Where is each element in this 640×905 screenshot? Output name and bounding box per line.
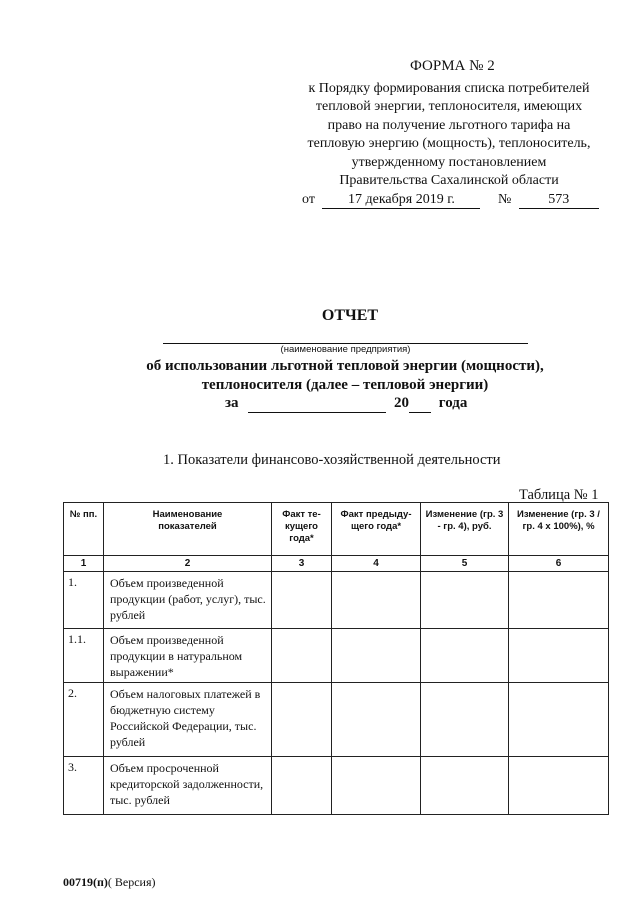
table-row	[64, 629, 609, 683]
value-cell[interactable]	[332, 572, 421, 629]
period-year-prefix: 20	[394, 395, 410, 411]
form-title: ФОРМА № 2	[410, 58, 495, 74]
preamble	[285, 80, 613, 190]
header-cell: Наименование показателей	[104, 503, 272, 556]
date-prefix: от	[302, 192, 315, 207]
decree-date: 17 декабря 2019 г.	[322, 192, 480, 209]
decree-number: 573	[519, 192, 599, 209]
preamble-line: право на получение льготного тарифа на	[327, 117, 571, 133]
indicators-table	[63, 502, 609, 815]
preamble-line: тепловую энергию (мощность), теплоноситель,	[307, 136, 591, 152]
column-number: 1	[64, 556, 104, 572]
value-cell[interactable]	[421, 572, 509, 629]
row-indicator: Объем произведенной продукции в натуральном выражении*	[104, 629, 272, 683]
table-row	[64, 757, 609, 815]
row-number: 2.	[64, 683, 104, 757]
period-prefix: за	[225, 395, 239, 411]
decree-date-line	[302, 192, 599, 209]
column-number: 5	[421, 556, 509, 572]
report-subtitle	[110, 357, 580, 395]
number-label: №	[497, 192, 512, 207]
document-version: ( Версия)	[107, 875, 156, 889]
row-number: 1.1.	[64, 629, 104, 683]
value-cell[interactable]	[272, 683, 332, 757]
enterprise-caption: (наименование предприятия)	[280, 344, 411, 355]
column-number-row	[64, 556, 609, 572]
preamble-line: утвержденному постановлением	[351, 154, 547, 170]
table-label: Таблица № 1	[519, 487, 599, 503]
preamble-line: к Порядку формирования списка потребителей	[308, 81, 590, 96]
subtitle-line: теплоносителя (далее – тепловой энергии)	[201, 377, 489, 393]
section-title: 1. Показатели финансово-хозяйственной деятельности	[163, 452, 501, 468]
header-row	[64, 503, 609, 556]
value-cell[interactable]	[421, 683, 509, 757]
value-cell[interactable]	[421, 629, 509, 683]
preamble-line: Правительства Сахалинской области	[339, 173, 559, 189]
value-cell[interactable]	[509, 629, 609, 683]
column-number: 4	[332, 556, 421, 572]
header-cell: Факт те-кущего года*	[272, 503, 332, 556]
header-cell: Факт предыду-щего года*	[332, 503, 421, 556]
row-indicator: Объем произведенной продукции (работ, услуг), тыс. рублей	[104, 572, 272, 629]
period-blank	[248, 395, 386, 413]
preamble-line: тепловой энергии, теплоносителя, имеющих	[315, 99, 583, 115]
row-number: 1.	[64, 572, 104, 629]
value-cell[interactable]	[509, 572, 609, 629]
value-cell[interactable]	[272, 629, 332, 683]
table-row	[64, 572, 609, 629]
table-row	[64, 683, 609, 757]
row-indicator: Объем просроченной кредиторской задолженности, тыс. рублей	[104, 757, 272, 815]
column-number: 2	[104, 556, 272, 572]
document-code: 00719(п)	[63, 875, 108, 889]
row-indicator: Объем налоговых платежей в бюджетную систему Российской Федерации, тыс. рублей	[104, 683, 272, 757]
row-number: 3.	[64, 757, 104, 815]
value-cell[interactable]	[421, 757, 509, 815]
column-number: 6	[509, 556, 609, 572]
header-cell: Изменение (гр. 3 - гр. 4), руб.	[421, 503, 509, 556]
header-cell: № пп.	[64, 503, 104, 556]
period-year-blank	[409, 395, 431, 413]
value-cell[interactable]	[272, 757, 332, 815]
value-cell[interactable]	[332, 683, 421, 757]
value-cell[interactable]	[509, 683, 609, 757]
report-title: ОТЧЕТ	[321, 307, 379, 324]
value-cell[interactable]	[509, 757, 609, 815]
subtitle-line: об использовании льготной тепловой энергии (мощности),	[146, 358, 544, 374]
document-footer	[63, 875, 156, 890]
value-cell[interactable]	[272, 572, 332, 629]
value-cell[interactable]	[332, 757, 421, 815]
value-cell[interactable]	[332, 629, 421, 683]
header-cell: Изменение (гр. 3 / гр. 4 x 100%), %	[509, 503, 609, 556]
period-suffix: года	[438, 395, 468, 411]
report-period	[225, 395, 467, 413]
column-number: 3	[272, 556, 332, 572]
